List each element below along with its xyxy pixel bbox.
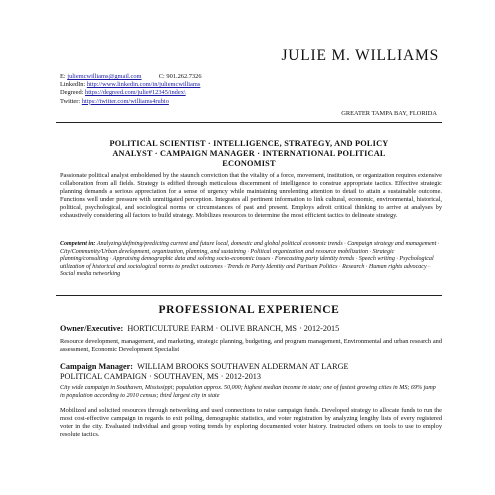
competencies (60, 241, 442, 279)
job-title-owner (60, 324, 442, 334)
contact-row-linkedin (60, 81, 202, 89)
headline-line-3: ECONOMIST (222, 159, 276, 169)
contact-row-degreed (60, 89, 202, 97)
linkedin-label: LinkedIn: (60, 81, 86, 89)
competent-label: Competent in: (60, 241, 96, 247)
contact-row-email-phone (60, 73, 202, 81)
competent-text: Analyzing/defining/predicting current and future local, domestic and global political economic trends · Campaign strategy and management · City/Community/Urban development, organization, planning, and sustaining · Political organization and resource mobilization · Strategic planning/consulting · Appraising demographic data and solving socio-economic issues · Forecasting party identity trends · Speech writing · Psychological utilization of historical and sociological norms to predict outcomes · Trends in Party Identity and Partisan Politics · Research · Human rights advocacy · Social media networking (60, 241, 440, 278)
summary-paragraph: Passionate political analyst emboldened by the staunch conviction that the vitality of a force, movement, institution, or organization requires extensive collaboration from all fields. Strategy is edified through meticulous discernment of intelligence to construe appropriate tactics. Effective strategic planning demands a serious appreciation for a sense of urgency while maintaining unrelenting attention to detail to attain a sustainable outcome. Functions well under pressure with unmitigated perception. Integrates all pertinent information to link cultural, economic, environmental, historical, political, psychological, and sociological norms or circumstances of past and present. Employs adroit critical thinking to arrive at analyses by exhaustively considering all factors to build strategy. Mobilizes resources to determine the most efficient tactics to delineate strategy. (60, 172, 442, 220)
twitter-link[interactable]: https://twitter.com/williams4rubio (81, 97, 169, 105)
job-description-owner: Resource development, management, and marketing, strategic planning, budgeting, and program management, Environmental and urban research and assessment, Economic Development Specialist (60, 338, 442, 354)
job-organization-line-1: WILLIAM BROOKS SOUTHAVEN ALDERMAN AT LARGE (137, 362, 349, 371)
job-organization-line-2: POLITICAL CAMPAIGN · SOUTHAVEN, MS · 2012-2013 (60, 372, 261, 381)
job-role: Owner/Executive: (60, 324, 124, 333)
contact-row-twitter (60, 98, 202, 106)
divider-top (56, 122, 442, 123)
job-note-campaign: City wide campaign in Southaven, Mississippi; population approx. 50,000; highest median income in state; one of fastest growing cities in MS; 69% jump in population according to 2010 census; third largest city in state (60, 385, 436, 399)
professional-headline (64, 139, 434, 170)
phone-number: 901.262.7326 (166, 73, 202, 80)
email-label: E: (60, 73, 66, 80)
job-title-campaign (60, 362, 442, 382)
job-description-campaign: Mobilized and solicited resources through networking and used connections to raise campaign funds. Developed strategy to allocate funds to run the most cost-effective campaign in regards to exit polling, demographic statistics, and voter registration by analyzing lengthy lists of every registered voter in the city. Evaluated individual and group voting trends by exploring documented voter history. Instructed others on tools to use to employ resolute tactics. (60, 407, 442, 439)
job-role: Campaign Manager: (60, 362, 133, 371)
candidate-name: JULIE M. WILLIAMS (281, 47, 439, 64)
degreed-link[interactable]: https://degreed.com/julie#12345/index\ (85, 89, 186, 97)
phone-label: C: (158, 73, 165, 80)
divider-experience (56, 295, 442, 296)
linkedin-link[interactable]: http://www.linkedin.com/in/juliemcwilliams (86, 81, 201, 89)
contact-block (60, 73, 202, 106)
twitter-label: Twitter: (60, 97, 81, 105)
job-organization: HORTICULTURE FARM · OLIVE BRANCH, MS · 2012-2015 (127, 324, 340, 333)
location: GREATER TAMPA BAY, FLORIDA (341, 110, 437, 117)
headline-line-2: ANALYST · CAMPAIGN MANAGER · INTERNATIONAL POLITICAL (112, 149, 386, 159)
degreed-label: Degreed: (60, 89, 84, 97)
headline-line-1: POLITICAL SCIENTIST · INTELLIGENCE, STRATEGY, AND POLICY (109, 139, 389, 148)
email-link[interactable]: juliemcwilliams@gmail.com (67, 73, 142, 80)
section-title-experience: PROFESSIONAL EXPERIENCE (158, 304, 340, 316)
